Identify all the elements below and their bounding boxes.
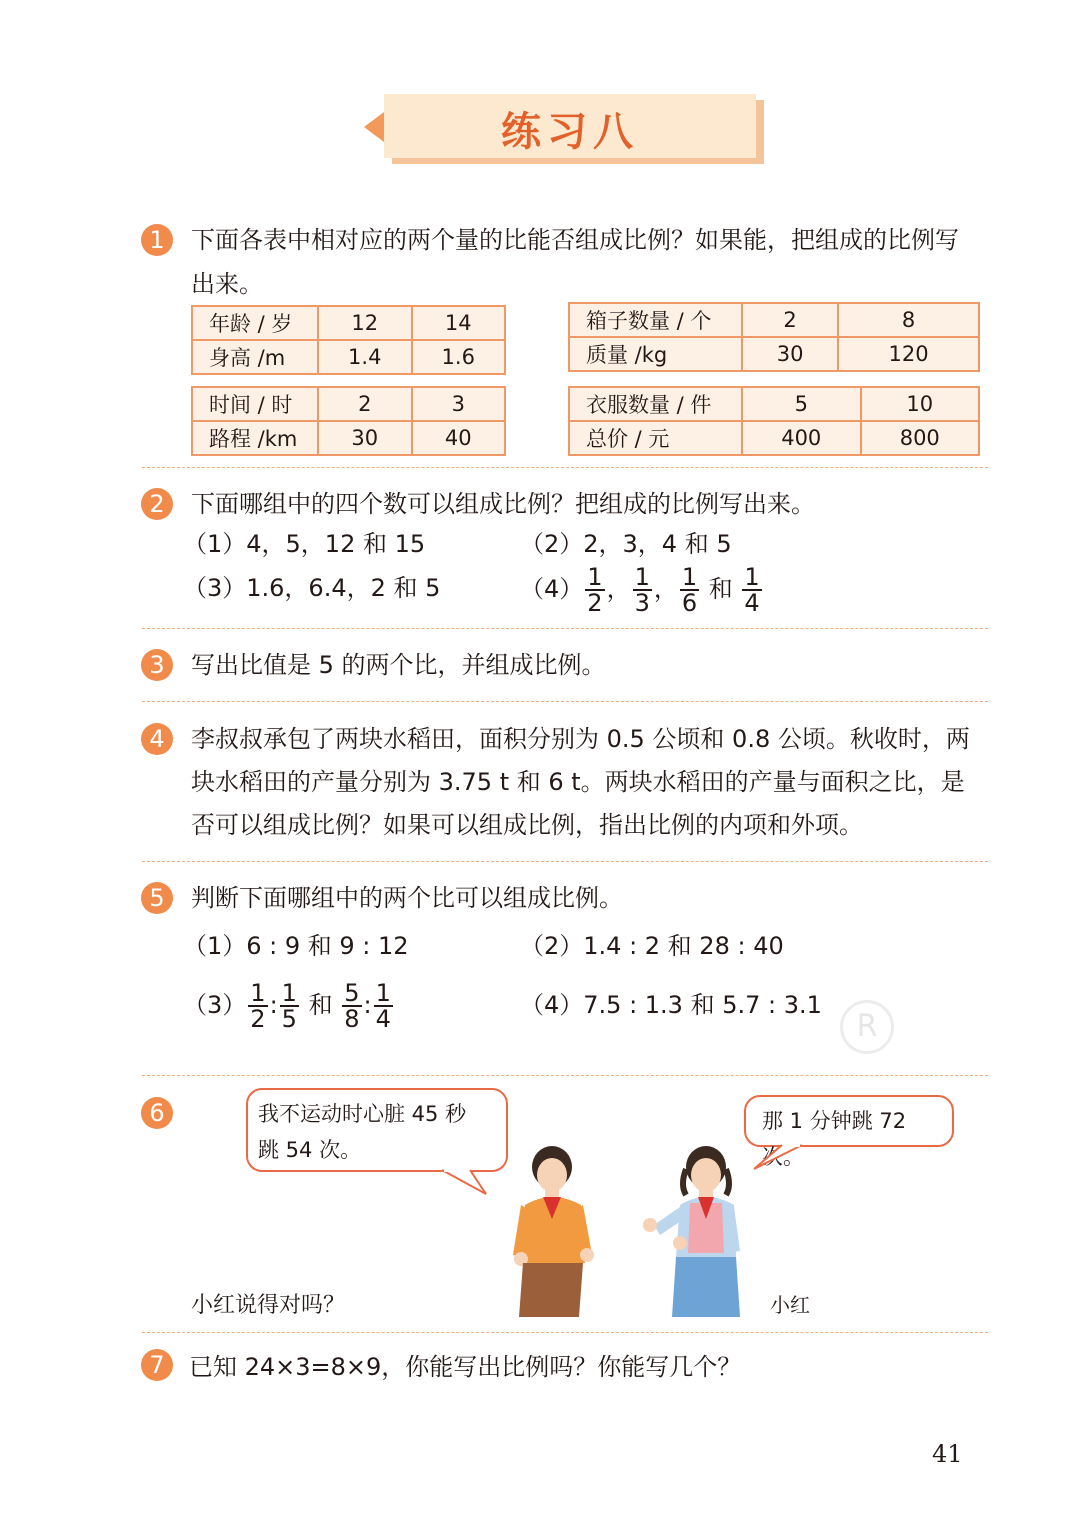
table-cell: 30	[742, 337, 838, 371]
ratio-table-clothes-price	[568, 386, 980, 456]
ratio-table-time-distance	[191, 386, 506, 456]
q1-text-line1: 下面各表中相对应的两个量的比能否组成比例？如果能，把组成的比例写	[191, 226, 959, 254]
table-cell: 1.4	[318, 340, 412, 374]
q5-item-1: （1）6 : 9 和 9 : 12	[183, 932, 409, 960]
question-number-5: 5	[141, 882, 173, 914]
q2-item-3: （3）1.6，6.4，2 和 5	[183, 574, 441, 602]
q6-question: 小红说得对吗？	[191, 1293, 346, 1318]
divider	[142, 701, 988, 702]
question-number-6: 6	[141, 1097, 173, 1129]
table-cell: 路程 /km	[192, 421, 318, 455]
q2-item-1: （1）4，5，12 和 15	[183, 530, 426, 558]
fraction	[248, 981, 267, 1031]
bubble-left-line1: 我不运动时心脏 45 秒	[258, 1102, 467, 1126]
registered-mark-icon: R	[840, 1000, 894, 1054]
table-cell: 800	[861, 421, 980, 455]
fraction	[374, 981, 393, 1031]
divider	[142, 628, 988, 629]
bubble-left-line2: 跳 54 次。	[258, 1138, 362, 1162]
denominator: 3	[634, 589, 650, 617]
question-number-1: 1	[141, 224, 173, 256]
question-number-3: 3	[141, 649, 173, 681]
denominator: 4	[375, 1005, 391, 1033]
numerator: 1	[744, 563, 760, 591]
table-cell: 身高 /m	[192, 340, 318, 374]
fraction	[742, 565, 761, 615]
table-cell: 2	[318, 387, 412, 421]
divider	[142, 1332, 988, 1333]
table-cell: 8	[838, 303, 979, 337]
table-cell: 总价 / 元	[569, 421, 742, 455]
fraction	[342, 981, 361, 1031]
q5-item-2: （2）1.4 : 2 和 28 : 40	[520, 932, 784, 960]
table-cell: 质量 /kg	[569, 337, 742, 371]
fraction	[633, 565, 652, 615]
q2-item-4-label: （4）	[520, 575, 584, 603]
table-cell: 3	[412, 387, 506, 421]
table-cell: 年龄 / 岁	[192, 306, 318, 340]
table-cell: 40	[412, 421, 506, 455]
q4-text-line2: 块水稻田的产量分别为 3.75 t 和 6 t。两块水稻田的产量与面积之比，是	[191, 768, 965, 796]
q5-text: 判断下面哪组中的两个比可以组成比例。	[191, 884, 623, 912]
speech-bubble-left-tail	[440, 1168, 500, 1198]
numerator: 1	[681, 563, 698, 591]
q2-item-4: （4） $\frac{1}{2}$ ， $\frac{1}{3}$ ， $\frac{1}{6}$ 和 $\frac{1}{4}$	[520, 563, 760, 617]
question-number-7: 7	[141, 1349, 173, 1381]
speech-bubble-right	[744, 1095, 954, 1169]
denominator: 6	[681, 589, 698, 617]
girl-name-label: 小红	[770, 1293, 810, 1317]
numerator: 1	[375, 979, 391, 1007]
table-cell: 12	[318, 306, 412, 340]
fraction	[680, 565, 699, 615]
ratio-table-age-height	[191, 305, 506, 375]
divider	[142, 467, 988, 468]
q5-item-3	[183, 976, 395, 1034]
page-number: 41	[932, 1440, 963, 1468]
speech-bubble-left	[246, 1088, 508, 1172]
q2-text: 下面哪组中的四个数可以组成比例？把组成的比例写出来。	[191, 490, 815, 518]
q4-text-line1: 李叔叔承包了两块水稻田，面积分别为 0.5 公顷和 0.8 公顷。秋收时，两	[191, 725, 970, 753]
bubble-right-text: 那 1 分钟跳 72 次。	[762, 1109, 907, 1169]
numerator: 1	[250, 979, 266, 1007]
q7-text: 已知 24×3=8×9，你能写出比例吗？你能写几个？	[189, 1353, 742, 1381]
and-word: 和	[708, 575, 733, 603]
denominator: 8	[344, 1005, 360, 1033]
fraction	[280, 981, 299, 1031]
q2-item-2: （2）2，3，4 和 5	[520, 530, 732, 558]
divider	[142, 861, 988, 862]
q3-text: 写出比值是 5 的两个比，并组成比例。	[191, 651, 606, 679]
denominator: 4	[744, 589, 760, 617]
table-cell: 衣服数量 / 件	[569, 387, 742, 421]
page-title: 练习八	[501, 108, 639, 155]
table-cell: 120	[838, 337, 979, 371]
divider	[142, 1075, 988, 1076]
girl-illustration-right	[640, 1145, 750, 1325]
colon: :	[269, 991, 278, 1019]
and-word: 和	[308, 991, 333, 1019]
numerator: 1	[281, 979, 297, 1007]
banner-arrow-icon	[364, 112, 384, 142]
q5-item-3-label: （3）	[183, 991, 247, 1019]
denominator: 2	[587, 589, 603, 617]
q4-text-line3: 否可以组成比例？如果可以组成比例，指出比例的内项和外项。	[191, 811, 863, 839]
numerator: 5	[344, 979, 360, 1007]
speech-bubble-right-tail	[752, 1143, 812, 1173]
fraction	[585, 565, 604, 615]
question-number-4: 4	[141, 723, 173, 755]
ratio-table-boxes-mass	[568, 302, 980, 372]
table-cell: 14	[412, 306, 506, 340]
table-cell: 400	[742, 421, 861, 455]
denominator: 5	[281, 1005, 297, 1033]
numerator: 1	[587, 563, 603, 591]
table-cell: 30	[318, 421, 412, 455]
table-cell: 时间 / 时	[192, 387, 318, 421]
colon: :	[363, 991, 372, 1019]
girl-illustration-left	[505, 1145, 605, 1325]
numerator: 1	[634, 563, 650, 591]
table-cell: 5	[742, 387, 861, 421]
table-cell: 箱子数量 / 个	[569, 303, 742, 337]
table-cell: 2	[742, 303, 838, 337]
question-number-2: 2	[141, 488, 173, 520]
denominator: 2	[250, 1005, 266, 1033]
table-cell: 10	[861, 387, 980, 421]
q5-item-4: （4）7.5 : 1.3 和 5.7 : 3.1	[520, 991, 822, 1019]
table-cell: 1.6	[412, 340, 506, 374]
q1-text-line2: 出来。	[191, 270, 263, 298]
